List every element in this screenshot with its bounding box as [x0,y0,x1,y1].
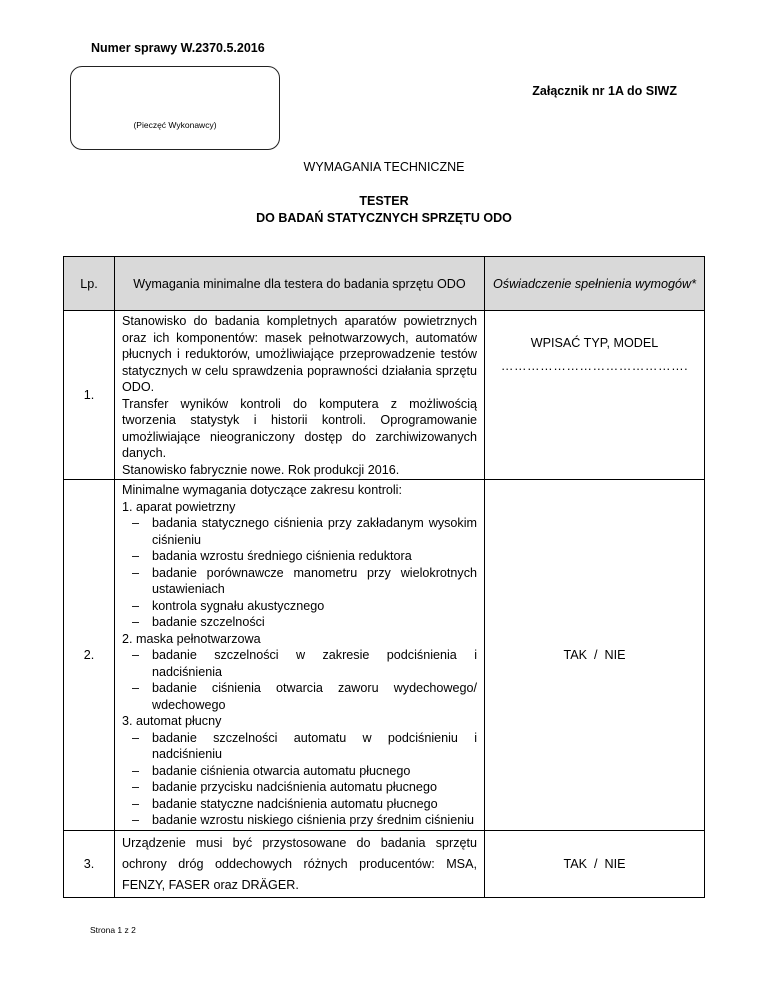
list-item-text: badanie szczelności w zakresie podciśnienia i nadciśnienia [152,648,477,679]
declaration-cell[interactable] [485,830,705,897]
dash-bullet: – [132,565,140,580]
list-item [122,598,477,615]
list-item-text: badanie ciśnienia otwarcia zaworu wydechowego/ wdechowego [152,681,477,712]
dash-bullet: – [132,730,140,745]
dash-bullet: – [132,813,140,827]
list-item-text: badania wzrostu średniego ciśnienia reduktora [152,549,412,563]
list-item [122,515,477,548]
dash-bullet: – [132,681,140,695]
list-item [122,763,477,780]
list-item-text: badanie szczelności automatu w podciśnieniu i nadciśnieniu [152,730,477,761]
list-item-text: badanie przycisku nadciśnienia automatu płucnego [152,780,437,794]
table-row [64,480,705,831]
list-item [122,548,477,565]
list-item-text: badanie statyczne nadciśnienia automatu płucnego [152,796,438,811]
requirement-text [115,311,485,480]
row-number: 2. [64,480,115,831]
dash-bullet: – [132,796,140,811]
list-item-text: badania statycznego ciśnienia przy zakładanym wysokim ciśnieniu [152,516,477,547]
group-title: 3. automat płucny [122,714,222,728]
list-item-text: badanie ciśnienia otwarcia automatu płucnego [152,763,411,778]
group-title: 2. maska pełnotwarzowa [122,631,261,646]
list-item-text: badanie wzrostu niskiego ciśnienia przy średnim ciśnieniu [152,813,475,827]
table-header-row [64,257,705,311]
list-item-text: badanie porównawcze manometru przy wielokrotnych ustawieniach [152,565,477,596]
declaration-fill-line[interactable]: ……………………………………. [500,359,689,373]
list-item-text: badanie szczelności [152,615,265,629]
group-title: 1. aparat powietrzny [122,499,236,514]
annex-label: Załącznik nr 1A do SIWZ [532,84,677,98]
requirement-paragraph: Urządzenie musi być przystosowane do badania sprzętu ochrony dróg oddechowych różnych producentów: MSA, FENZY, FASER oraz DRÄGER. [122,835,477,892]
yes-no-option[interactable]: TAK / NIE [563,856,626,871]
dash-bullet: – [132,648,140,662]
header-requirements: Wymagania minimalne dla testera do badania sprzętu ODO [115,257,485,311]
requirement-text [115,480,485,831]
page-number: Strona 1 z 2 [90,925,136,935]
scope-intro: Minimalne wymagania dotyczące zakresu kontroli: [122,483,402,497]
header-lp: Lp. [64,257,115,311]
table-row [64,830,705,897]
list-item [122,812,477,829]
requirement-paragraph: Transfer wyników kontroli do komputera z możliwością tworzenia statystyk i historii kontroli. Oprogramowanie umożliwiające nieograniczony dostęp do zarchiwizowanych danych. [122,396,477,460]
requirement-text [115,830,485,897]
list-item [122,680,477,713]
requirement-paragraph: Stanowisko do badania kompletnych aparatów powietrznych oraz ich komponentów: masek pełnotwarzowych, automatów płucnych i reduktorów, umożliwiające przeprowadzenie testów statycznych w celu sprawdzenia poprawności działania sprzętu ODO. [122,314,477,394]
yes-no-option[interactable]: TAK / NIE [563,647,626,662]
tester-title-line1: TESTER [359,194,409,208]
contractor-stamp-box [70,66,280,150]
dash-bullet: – [132,516,140,530]
dash-bullet: – [132,598,140,613]
declaration-cell[interactable] [485,480,705,831]
row-number: 1. [64,311,115,480]
declaration-label: WPISAĆ TYP, MODEL [530,336,659,350]
list-item [122,796,477,813]
requirement-paragraph: Stanowisko fabrycznie nowe. Rok produkcji 2016. [122,462,400,477]
document-title: WYMAGANIA TECHNICZNE [303,160,465,174]
tester-title [0,193,768,227]
list-item [122,730,477,763]
table-row [64,311,705,480]
declaration-cell[interactable] [485,311,705,480]
row-number: 3. [64,830,115,897]
dash-bullet: – [132,615,140,629]
stamp-label: (Pieczęć Wykonawcy) [133,120,217,130]
list-item-text: kontrola sygnału akustycznego [152,598,325,613]
tester-title-line2: DO BADAŃ STATYCZNYCH SPRZĘTU ODO [256,211,512,225]
dash-bullet: – [132,763,140,778]
list-item [122,614,477,631]
list-item [122,565,477,598]
dash-bullet: – [132,549,140,563]
dash-bullet: – [132,780,140,794]
requirements-table [63,256,705,898]
case-number: Numer sprawy W.2370.5.2016 [91,41,265,55]
header-declaration: Oświadczenie spełnienia wymogów* [485,257,705,311]
list-item [122,779,477,796]
list-item [122,647,477,680]
